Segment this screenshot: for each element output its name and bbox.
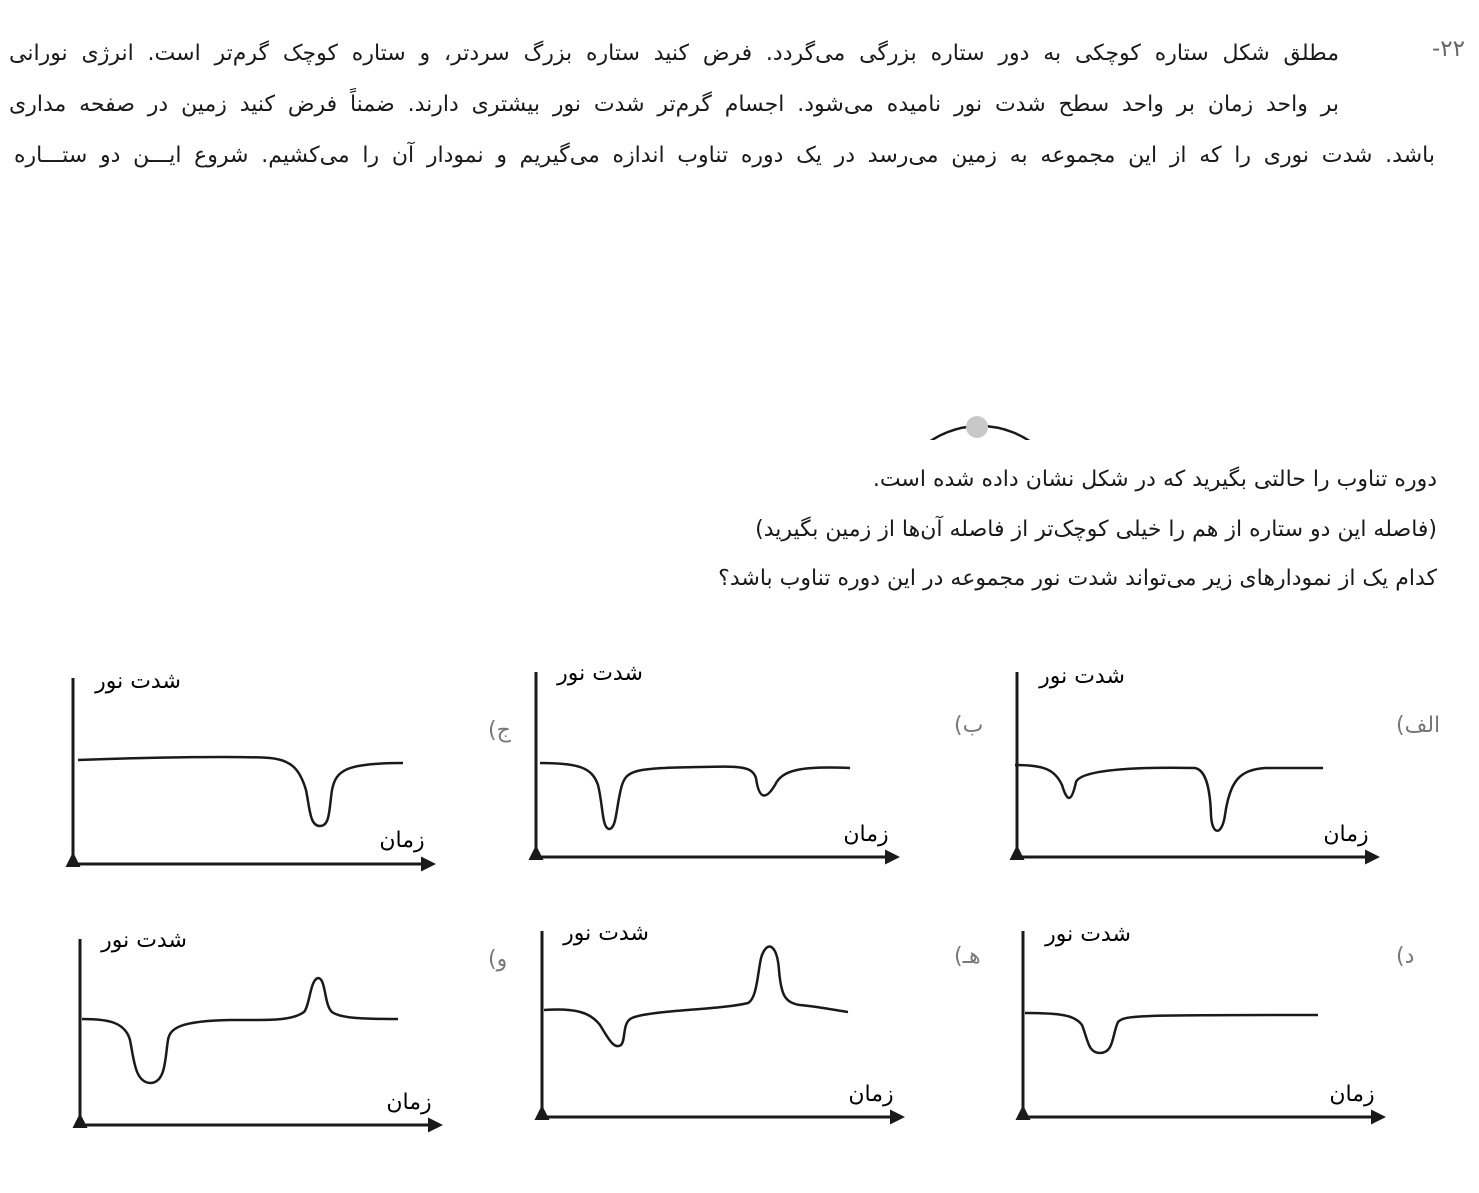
- x-axis-label: زمان: [379, 828, 425, 853]
- question-number: -۲۲: [1431, 36, 1465, 62]
- question-line-2: بر واحد زمان بر واحد سطح شدت نور نامیده می‌شود. اجسام گرم‌تر شدت نور بیشتری دارند. ضمناً فرض کنید زمین در صفحه مداری: [9, 92, 1339, 117]
- option-dal[interactable]: [1023, 922, 1414, 1117]
- light-curve: [78, 757, 403, 826]
- y-axis-label: شدت نور: [95, 669, 181, 694]
- option-vav[interactable]: [80, 928, 507, 1125]
- axes: [73, 678, 424, 864]
- option-he[interactable]: [542, 921, 981, 1117]
- axes: [1023, 931, 1374, 1117]
- sub-line-2: (فاصله این دو ستاره از هم را خیلی کوچک‌تر از فاصله آن‌ها از زمین بگیرید): [755, 517, 1437, 542]
- light-curve: [82, 978, 398, 1083]
- x-axis-label: زمان: [386, 1090, 432, 1115]
- sub-line-1: دوره تناوب را حالتی بگیرید که در شکل نشان داده شده است.: [872, 467, 1437, 492]
- option-label: الف): [1396, 713, 1441, 738]
- x-axis-label: زمان: [848, 1082, 894, 1107]
- option-label: ب): [954, 713, 984, 738]
- option-jim[interactable]: [73, 669, 512, 864]
- y-axis-label: شدت نور: [1045, 922, 1131, 947]
- question-line-1: مطلق شکل ستاره کوچکی به دور ستاره بزرگی می‌گردد. فرض کنید ستاره بزرگ سردتر، و ستاره کوچک گرم‌تر است. انرژی نورانی: [9, 41, 1339, 66]
- light-curve: [1015, 765, 1323, 831]
- axes: [536, 672, 888, 857]
- y-axis-label: شدت نور: [1039, 664, 1125, 689]
- option-label: ج): [488, 718, 511, 743]
- sub-line-3: کدام یک از نمودارهای زیر می‌تواند شدت نور مجموعه در این دوره تناوب باشد؟: [718, 566, 1437, 591]
- y-axis-label: شدت نور: [563, 921, 649, 946]
- axes: [1017, 672, 1368, 857]
- x-axis-label: زمان: [1323, 822, 1369, 847]
- light-curve: [1025, 1013, 1318, 1053]
- x-axis-label: زمان: [843, 822, 889, 847]
- axes: [80, 939, 431, 1125]
- option-be[interactable]: [536, 661, 983, 857]
- x-axis-label: زمان: [1329, 1082, 1375, 1107]
- option-label: د): [1396, 944, 1415, 969]
- axes: [542, 931, 893, 1117]
- option-alef[interactable]: [1015, 664, 1440, 857]
- light-curve: [544, 947, 848, 1047]
- y-axis-label: شدت نور: [557, 661, 643, 686]
- y-axis-label: شدت نور: [101, 928, 187, 953]
- option-label: و): [488, 947, 508, 972]
- question-line-3: باشد. شدت نوری را که از این مجموعه به زمین می‌رسد در یک دوره تناوب اندازه می‌گیریم و نمودار آن را می‌کشیم. شروع ایـــن دو ستـــاره: [14, 143, 1435, 168]
- option-label: هـ): [954, 944, 981, 969]
- light-curve: [540, 763, 850, 829]
